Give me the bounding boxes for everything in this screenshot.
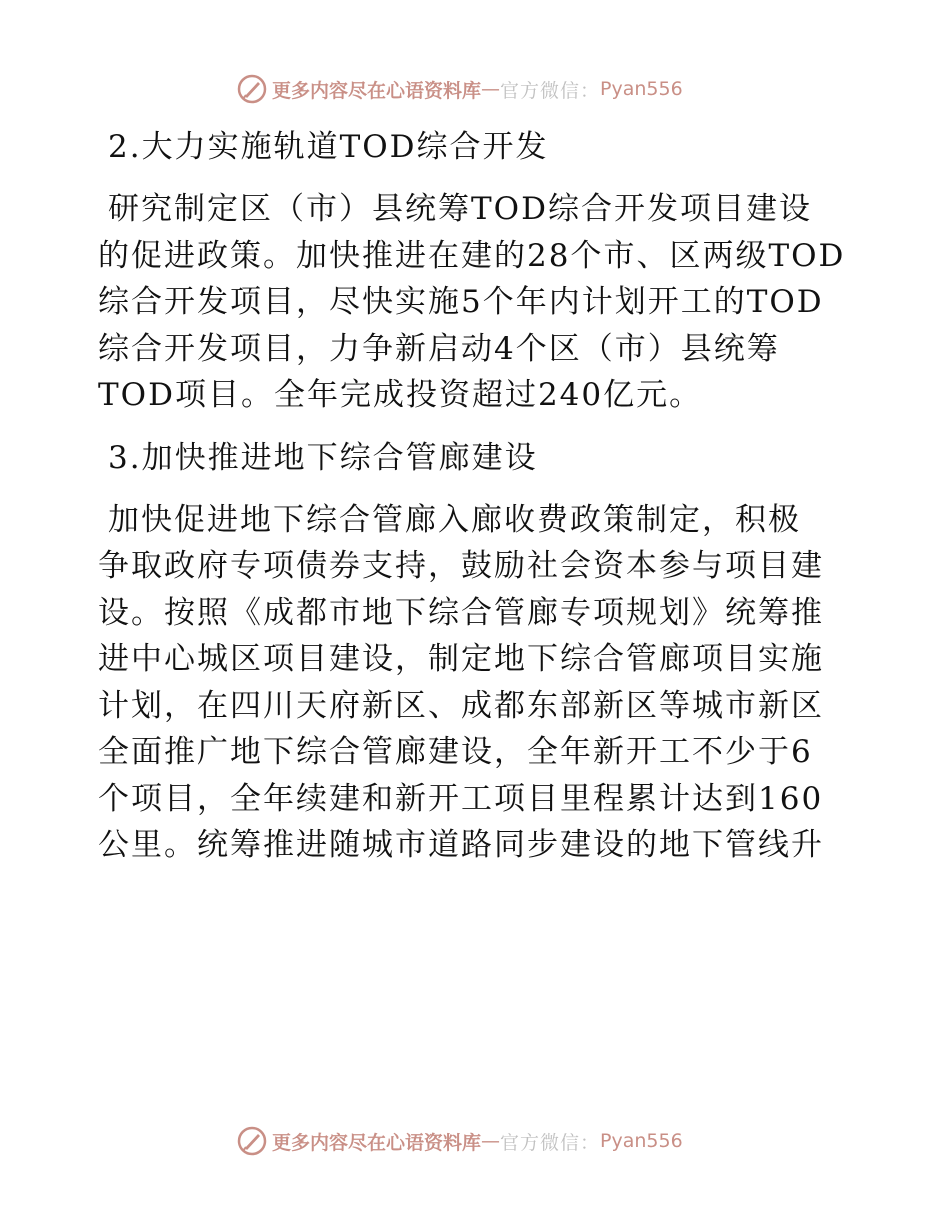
watermark-header bbox=[236, 72, 683, 106]
section-heading-tod: 2.大力实施轨道TOD综合开发 bbox=[108, 129, 549, 165]
feather-pen-logo-icon bbox=[236, 73, 268, 105]
watermark-id: Pyan556 bbox=[600, 78, 683, 100]
paragraph-line: 争取政府专项债券支持，鼓励社会资本参与项目建 bbox=[98, 548, 824, 584]
paragraph-line: 综合开发项目，力争新启动4个区（市）县统筹 bbox=[98, 330, 780, 367]
paragraph-line: 全面推广地下综合管廊建设，全年新开工不少于6 bbox=[98, 734, 813, 770]
paragraph-line: TOD项目。全年完成投资超过240亿元。 bbox=[98, 377, 703, 413]
paragraph-line: 加快促进地下综合管廊入廊收费政策制定，积极 bbox=[108, 501, 801, 538]
watermark-main-text: 更多内容尽在心语资料库 bbox=[272, 79, 482, 102]
paragraph-line: 进中心城区项目建设，制定地下综合管廊项目实施 bbox=[98, 641, 824, 677]
section-heading-utility-tunnel: 3.加快推进地下综合管廊建设 bbox=[108, 439, 538, 476]
paragraph-line: 个项目，全年续建和新开工项目里程累计达到160 bbox=[98, 780, 824, 817]
watermark-separator: — bbox=[481, 78, 501, 100]
paragraph-tod bbox=[98, 186, 858, 419]
watermark-main-text: 更多内容尽在心语资料库 bbox=[272, 1131, 482, 1154]
paragraph-line: 公里。统筹推进随城市道路同步建设的地下管线升 bbox=[98, 827, 824, 863]
paragraph-line: 设。按照《成都市地下综合管廊专项规划》统筹推 bbox=[98, 594, 824, 631]
paragraph-line: 计划，在四川天府新区、成都东部新区等城市新区 bbox=[98, 687, 824, 724]
paragraph-line: 的促进政策。加快推进在建的28个市、区两级TOD bbox=[98, 237, 846, 274]
watermark-separator: — bbox=[481, 1130, 501, 1152]
document-body bbox=[98, 122, 858, 883]
paragraph-utility-tunnel bbox=[98, 497, 858, 869]
watermark-id: Pyan556 bbox=[600, 1130, 683, 1152]
paragraph-line: 研究制定区（市）县统筹TOD综合开发项目建设 bbox=[108, 191, 812, 227]
watermark-label: 官方微信： bbox=[500, 79, 601, 102]
watermark-footer bbox=[236, 1124, 683, 1158]
feather-pen-logo-icon bbox=[236, 1125, 268, 1157]
watermark-label: 官方微信： bbox=[500, 1131, 601, 1154]
paragraph-line: 综合开发项目，尽快实施5个年内计划开工的TOD bbox=[98, 284, 824, 320]
